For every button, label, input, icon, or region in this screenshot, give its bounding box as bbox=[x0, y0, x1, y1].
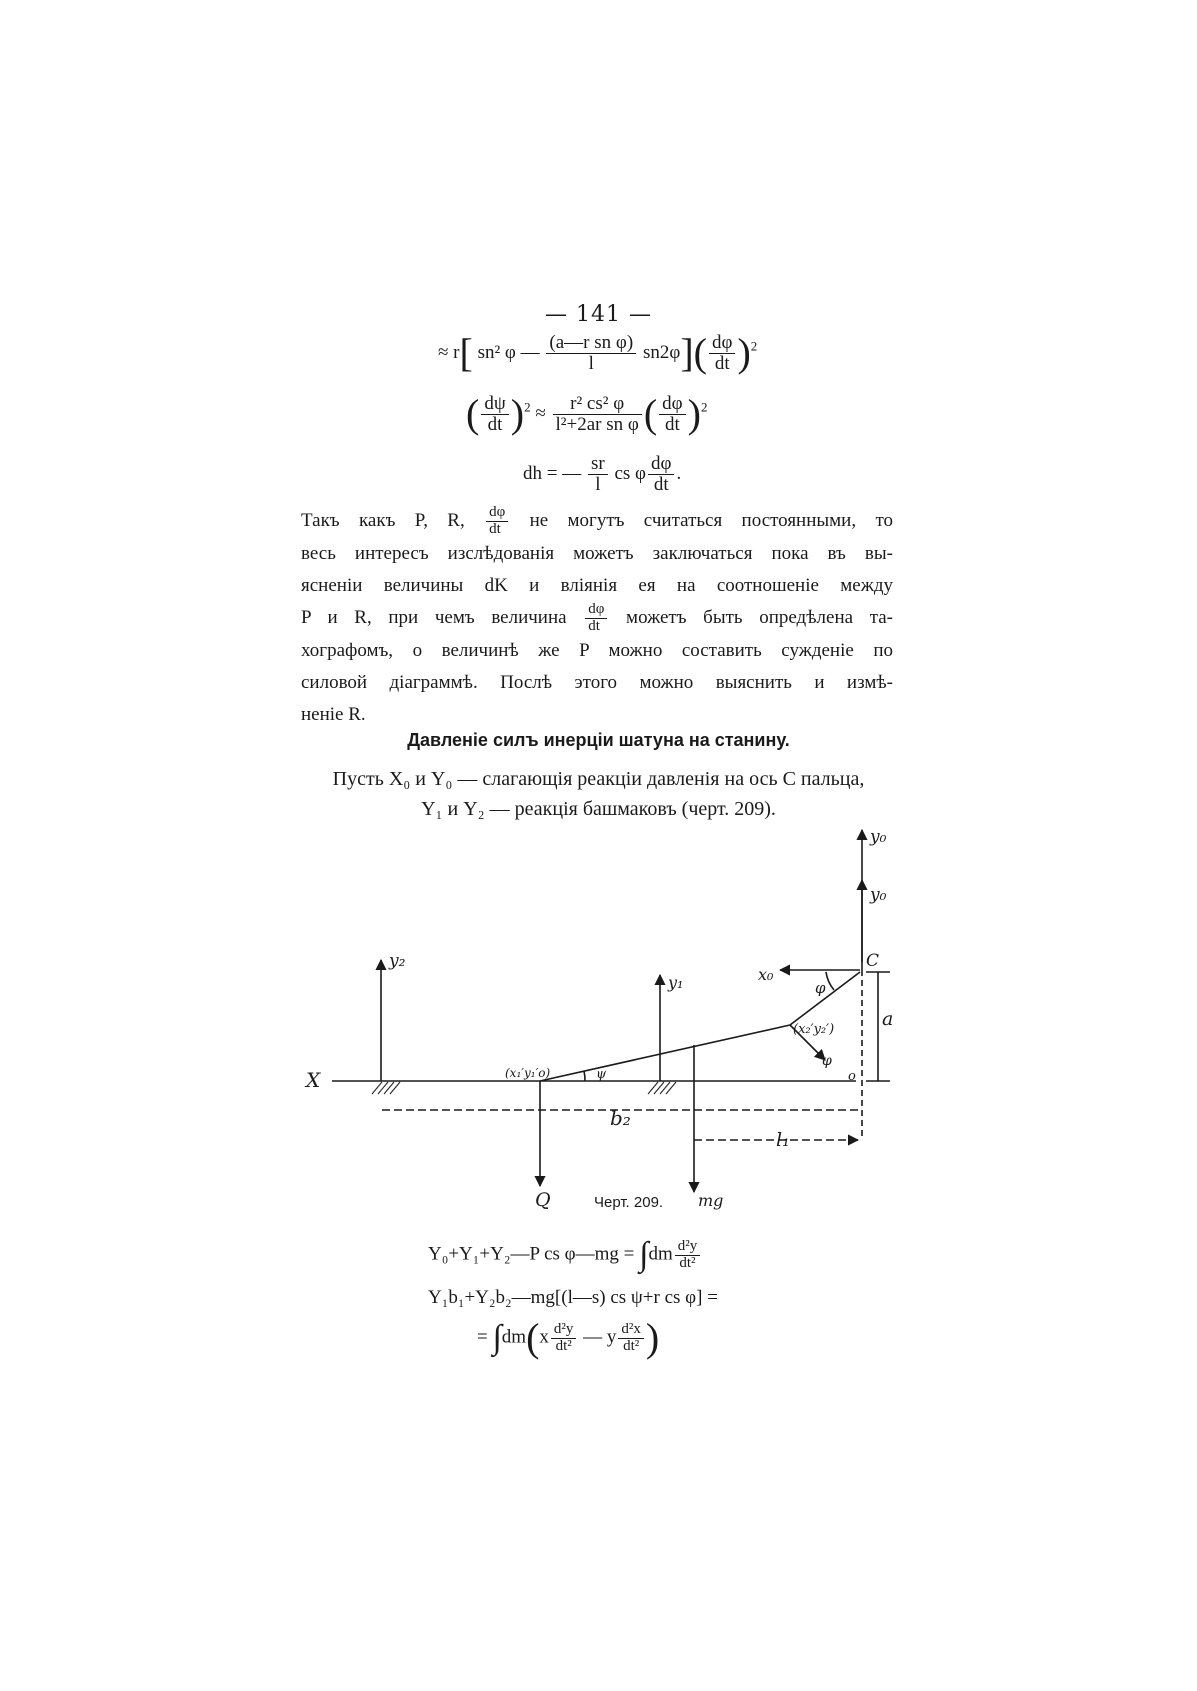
formula-1-tail: sn2φ bbox=[642, 341, 681, 363]
equation-3-fraction-2 bbox=[618, 1322, 644, 1355]
equation-3-x: x bbox=[539, 1326, 549, 1348]
label-y2: y₂ bbox=[389, 951, 406, 971]
paragraph-line-2: весь интересъ изслѣдованія можетъ заключаться пока въ вы- bbox=[301, 542, 893, 564]
label-x0: x₀ bbox=[758, 965, 774, 984]
fraction-denominator: dt² bbox=[618, 1338, 644, 1355]
formula-3-end: . bbox=[676, 462, 682, 484]
angle-phi-arc bbox=[826, 972, 834, 990]
derivative-denominator: dt bbox=[659, 414, 685, 435]
open-paren: ( bbox=[466, 391, 480, 437]
equation-1 bbox=[428, 1236, 702, 1274]
formula-2-power-2: 2 bbox=[700, 399, 708, 415]
page-number: — 141 — bbox=[545, 302, 652, 327]
label-c: C bbox=[866, 951, 880, 971]
support-hatch-left bbox=[372, 1082, 400, 1094]
intro-line-2: Y₁ и Y₂ — реакція башмаковъ (черт. 209). bbox=[421, 798, 776, 820]
paragraph-line-3: ясненіи величины dK и вліянія ея на соотношеніе между bbox=[301, 574, 893, 596]
formula-2-approx: ≈ bbox=[535, 402, 546, 424]
line-1-part-b: не могутъ считаться постоянными, то bbox=[529, 510, 893, 531]
label-mg: mg bbox=[698, 1191, 724, 1210]
open-bracket: [ bbox=[459, 330, 473, 376]
open-paren: ( bbox=[693, 330, 707, 376]
formula-1-power: 2 bbox=[750, 338, 758, 354]
label-y0-top: y₀ bbox=[870, 827, 887, 847]
derivative-numerator: dφ bbox=[662, 393, 683, 414]
paragraph-line-5: хографомъ, о величинѣ же P можно составить сужденіе по bbox=[301, 639, 893, 661]
fraction-denominator: dt bbox=[585, 618, 607, 635]
open-paren: ( bbox=[526, 1315, 540, 1360]
formula-2-power: 2 bbox=[524, 399, 531, 415]
label-l1: l₁ bbox=[776, 1129, 790, 1151]
close-paren: ) bbox=[645, 1315, 660, 1360]
label-y1: y₁ bbox=[668, 973, 684, 992]
label-xy1: (x₁′y₁′o) bbox=[505, 1066, 551, 1080]
fraction-numerator: sr bbox=[590, 453, 605, 474]
integral-sign: ∫ bbox=[639, 1236, 649, 1273]
derivative-denominator: dt bbox=[709, 353, 735, 374]
label-xy2: (x₂′y₂′) bbox=[793, 1022, 835, 1037]
close-paren: ) bbox=[510, 391, 525, 437]
fraction-numerator: dφ bbox=[588, 601, 605, 618]
fraction-denominator: dt² bbox=[675, 1255, 701, 1272]
label-phi-top: φ bbox=[815, 979, 826, 997]
equation-1-fraction bbox=[675, 1239, 701, 1272]
fraction-numerator: d²x bbox=[621, 1320, 641, 1337]
label-b2: b₂ bbox=[610, 1106, 631, 1130]
equation-3-minus-y: — y bbox=[583, 1326, 617, 1348]
fraction-numerator: d²y bbox=[677, 1237, 698, 1254]
equation-3-fraction-1 bbox=[551, 1322, 577, 1355]
label-a: a bbox=[882, 1008, 894, 1030]
derivative-numerator: dψ bbox=[484, 393, 506, 414]
fraction-denominator: l bbox=[546, 353, 636, 374]
derivative-denominator: dt bbox=[481, 414, 508, 435]
label-psi: ψ bbox=[596, 1067, 607, 1082]
fraction-denominator: l bbox=[588, 474, 608, 495]
fraction-numerator: d²y bbox=[553, 1320, 574, 1337]
paragraph-line-7: неніе R. bbox=[301, 703, 366, 725]
fraction-denominator: dt² bbox=[551, 1338, 577, 1355]
derivative-numerator: dφ bbox=[651, 453, 672, 474]
line-4-part-b: можетъ быть опредѣлена та- bbox=[626, 606, 893, 628]
label-q: Q bbox=[535, 1189, 551, 1211]
close-bracket: ] bbox=[680, 330, 694, 376]
section-heading: Давленіе силъ инерціи шатуна на станину. bbox=[407, 730, 790, 750]
open-paren: ( bbox=[643, 391, 658, 437]
fraction-denominator: dt bbox=[486, 521, 508, 538]
close-paren: ) bbox=[687, 391, 701, 437]
paragraph-line-6: силовой діаграммѣ. Послѣ этого можно выяснить и измѣ- bbox=[301, 671, 893, 693]
connecting-rod bbox=[540, 1025, 790, 1081]
equation-3-dm: dm bbox=[501, 1326, 527, 1348]
label-phi-low: φ bbox=[822, 1053, 832, 1069]
label-y0: y₀ bbox=[870, 885, 887, 905]
formula-3-lhs: dh = — bbox=[523, 462, 582, 484]
equation-3-lead: = bbox=[477, 1326, 488, 1348]
label-o: o bbox=[848, 1069, 856, 1084]
fraction-numerator: r² cs² φ bbox=[570, 393, 625, 414]
equation-1-dm: dm bbox=[648, 1243, 673, 1265]
equation-1-lhs: Y₀+Y₁+Y₂—P cs φ—mg = bbox=[428, 1243, 635, 1265]
angle-psi-arc bbox=[584, 1071, 585, 1081]
fraction-numerator: dφ bbox=[489, 504, 506, 521]
formula-3-mid: cs φ bbox=[614, 462, 646, 484]
line-1-part-a: Такъ какъ P, R, bbox=[301, 510, 465, 531]
derivative-numerator: dφ bbox=[711, 332, 733, 353]
formula-1-lead: ≈ r bbox=[438, 341, 460, 363]
line-4-part-a: P и R, при чемъ величина bbox=[301, 606, 567, 628]
label-x: X bbox=[306, 1068, 321, 1092]
close-paren: ) bbox=[737, 330, 751, 376]
integral-sign-2: ∫ bbox=[492, 1319, 502, 1356]
support-hatch-middle bbox=[648, 1082, 676, 1094]
fraction-numerator: (a—r sn φ) bbox=[549, 332, 634, 353]
formula-1-sn2: sn² φ — bbox=[477, 341, 540, 363]
intro-line-1: Пусть X₀ и Y₀ — слагающія реакціи давленія на ось C пальца, bbox=[332, 768, 865, 790]
equation-2: Y₁b₁+Y₂b₂—mg[(l—s) cs ψ+r cs φ] = bbox=[428, 1287, 718, 1308]
figure-caption: Черт. 209. bbox=[594, 1194, 664, 1211]
derivative-denominator: dt bbox=[648, 474, 674, 495]
equation-3 bbox=[477, 1315, 660, 1360]
fraction-denominator: l²+2ar sn φ bbox=[553, 414, 642, 435]
